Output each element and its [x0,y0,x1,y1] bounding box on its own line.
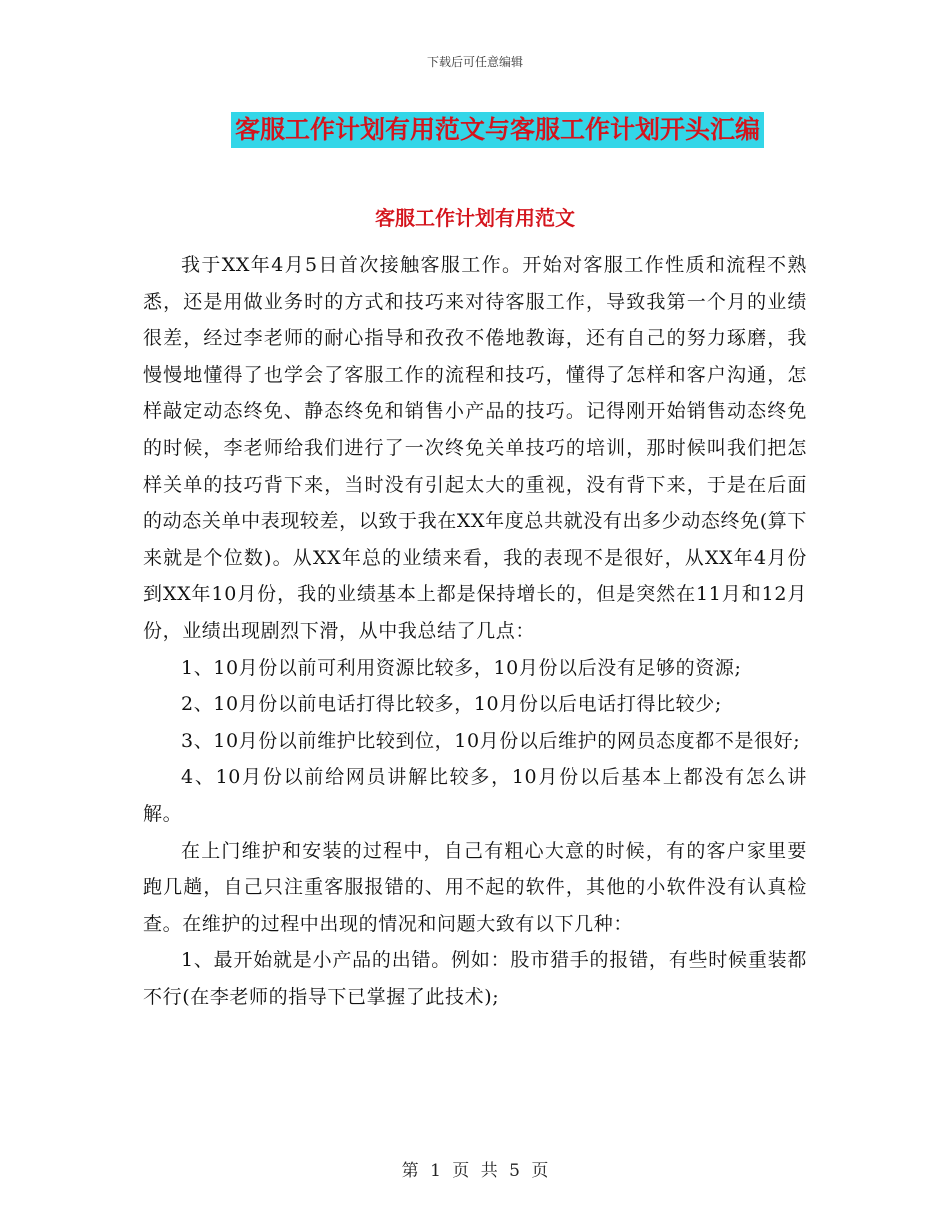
paragraph: 4、10月份以前给网员讲解比较多，10月份以后基本上都没有怎么讲解。 [143,766,807,825]
section-title: 客服工作计划有用范文 [375,206,575,230]
paragraph: 2、10月份以前电话打得比较多，10月份以后电话打得比较少; [181,693,722,716]
header-note: 下载后可任意编辑 [426,55,523,69]
document-title: 客服工作计划有用范文与客服工作计划开头汇编 [231,112,764,148]
page-footer: 第 1 页 共 5 页 [401,1161,549,1181]
paragraph: 在上门维护和安装的过程中，自己有粗心大意的时候，有的客户家里要跑几趟，自己只注重客服报错的、用不起的软件，其他的小软件没有认真检查。在维护的过程中出现的情况和问题大致有以下几种： [143,839,807,935]
paragraph: 3、10月份以前维护比较到位，10月份以后维护的网员态度都不是很好; [181,729,801,752]
document-body [143,247,807,1015]
paragraph: 我于XX年4月5日首次接触客服工作。开始对客服工作性质和流程不熟悉，还是用做业务时的方式和技巧来对待客服工作，导致我第一个月的业绩很差，经过李老师的耐心指导和孜孜不倦地教诲，还有自己的努力琢磨，我慢慢地懂得了也学会了客服工作的流程和技巧，懂得了怎样和客户沟通，怎样敲定动态终免、静态终免和销售小产品的技巧。记得刚开始销售动态终免的时候，李老师给我们进行了一次终免关单技巧的培训，那时候叫我们把怎样关单的技巧背下来，当时没有引起太大的重视，没有背下来，于是在后面的动态关单中表现较差，以致于我在XX年度总共就没有出多少动态终免(算下来就是个位数)。从XX年总的业绩来看，我的表现不是很好，从XX年4月份到XX年10月份，我的业绩基本上都是保持增长的，但是突然在11月和12月份，业绩出现剧烈下滑，从中我总结了几点： [143,254,807,642]
paragraph: 1、最开始就是小产品的出错。例如：股市猎手的报错，有些时候重装都不行(在李老师的指导下已掌握了此技术); [143,949,807,1008]
paragraph: 1、10月份以前可利用资源比较多，10月份以后没有足够的资源; [181,656,742,679]
title-container [0,112,950,148]
